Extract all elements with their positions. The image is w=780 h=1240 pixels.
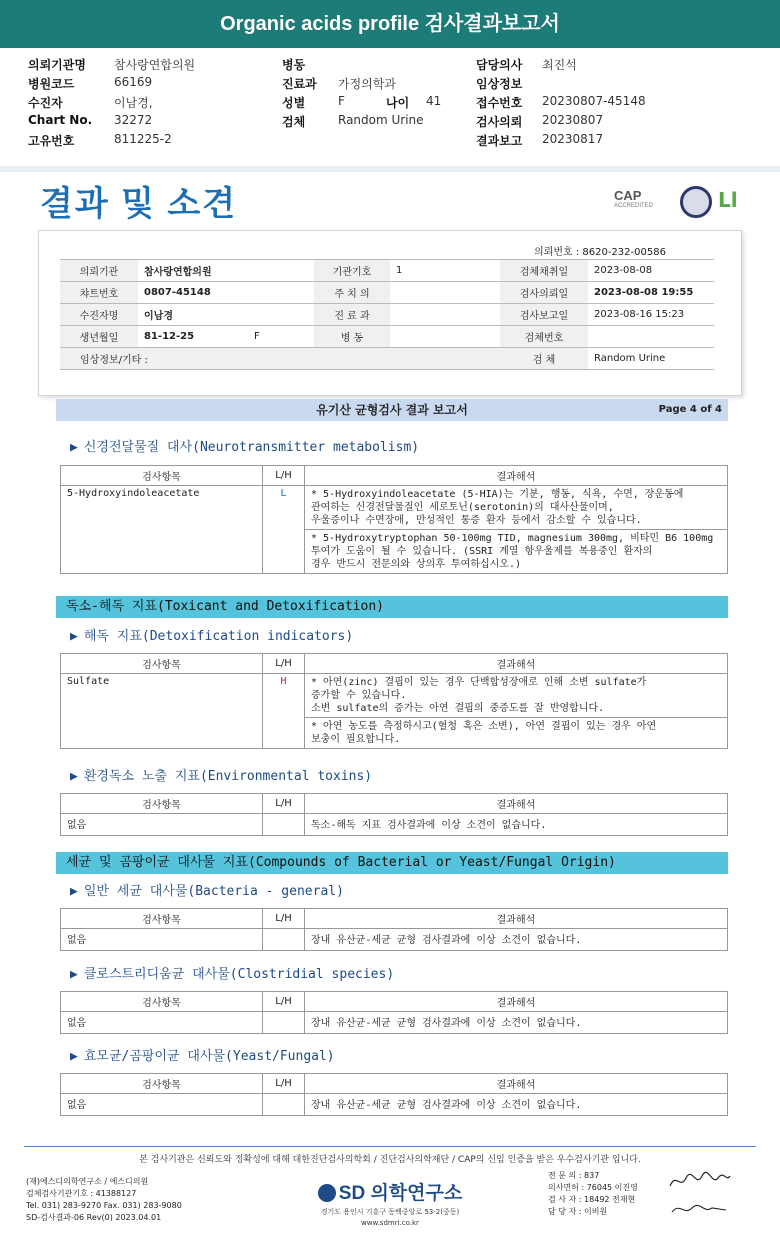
chart-no-value: 32272 [114, 113, 153, 127]
section-toxicant: 독소-해독 지표(Toxicant and Detoxification) [56, 596, 728, 618]
section-bacteria-general: ▶ 일반 세균 대사물(Bacteria - general) [70, 884, 344, 899]
section-clostridial: ▶ 클로스트리디움균 대사물(Clostridial species) [70, 967, 395, 982]
info-row: 생년월일 81-12-25 F 병 동 검체번호 [60, 326, 714, 348]
lh-flag: H [263, 674, 305, 749]
hospital-code-value: 66169 [114, 75, 153, 89]
hospital-code-label: 병원코드 [28, 77, 75, 91]
section-detox: ▶ 해독 지표(Detoxification indicators) [70, 629, 354, 644]
unique-no-value: 811225-2 [114, 132, 172, 146]
table-row: Sulfate H * 아연(zinc) 결핍이 있는 경우 단백합성장애로 인해 소변 sulfate가 증가할 수 있습니다. 소변 sulfate의 증가는 아연 결핍의 중증도를 잘 반영합니다. [61, 674, 728, 718]
footer-logo: SD 의학연구소 경기도 용인시 기흥구 동백중앙로 53-2(중동) www.sdmri.co.kr [300, 1178, 480, 1227]
age-value: 41 [426, 94, 442, 108]
chart-no-label: Chart No. [28, 113, 93, 127]
hospital-value: 참사랑연합의원 [114, 58, 196, 72]
results-table-env: 검사항목 L/H 결과해석 없음 독소-해독 지표 검사결과에 이상 소견이 없습니다. [60, 793, 728, 836]
results-table-detox: 검사항목 L/H 결과해석 Sulfate H * 아연(zinc) 결핍이 있는 경우 단백합성장애로 인해 소변 sulfate가 증가할 수 있습니다. 소변 sulfate의 증가는 아연 결핍의 중증도를 잘 반영합니다. * 아연 농도를 측정하시고(혈청 혹은 소변), 아연 결핍이 있는 경우 아연 보충이 필요합니다. [60, 653, 728, 749]
sex-label: 성별 [282, 96, 306, 110]
specimen-label: 검체 [282, 115, 306, 129]
hospital-label: 의뢰기관명 [28, 58, 86, 72]
report-date-label: 결과보고 [476, 134, 523, 148]
page-indicator: Page 4 of 4 [658, 404, 722, 415]
section-neuro: ▶ 신경전달물질 대사(Neurotransmitter metabolism) [70, 440, 420, 455]
info-table [60, 259, 714, 370]
results-table-bacteria: 검사항목 L/H 결과해석 없음 장내 유산균-세균 균형 검사결과에 이상 소견이 없습니다. [60, 908, 728, 951]
info-row: 임상정보/기타 : 검 체 Random Urine [60, 348, 714, 370]
info-row: 챠트번호 0807-45148 주 치 의 검사의뢰일 2023-08-08 19:55 [60, 282, 714, 304]
patient-value: 이남경, [114, 96, 153, 110]
table-row: 5-Hydroxyindoleacetate L * 5-Hydroxyindoleacetate (5-HIA)는 기분, 행동, 식욕, 수면, 장운동에 관여하는 신경전달물질인 세로토닌(serotonin)의 대사산물이며, 우울증이나 수면장애, 만성적인 통증 환자 등에서 감소할 수 있습니다. [61, 486, 728, 530]
page-title: 결과 및 소견 [40, 185, 238, 223]
section-yeast: ▶ 효모균/곰팡이균 대사물(Yeast/Fungal) [70, 1049, 335, 1064]
table-row: 없음 장내 유산균-세균 균형 검사결과에 이상 소견이 없습니다. [61, 929, 728, 951]
age-label: 나이 [386, 96, 410, 110]
signature-icon [666, 1198, 732, 1220]
table-row: * 아연 농도를 측정하시고(혈청 혹은 소변), 아연 결핍이 있는 경우 아연 보충이 필요합니다. [61, 718, 728, 749]
table-row: 없음 장내 유산균-세균 균형 검사결과에 이상 소견이 없습니다. [61, 1012, 728, 1034]
sex-value: F [338, 94, 345, 108]
accreditation-logos [614, 186, 744, 222]
results-table-yeast: 검사항목 L/H 결과해석 없음 장내 유산균-세균 균형 검사결과에 이상 소견이 없습니다. [60, 1073, 728, 1116]
info-row: 수진자명 이남경 진 료 과 검사보고일 2023-08-16 15:23 [60, 304, 714, 326]
report-title-bar: 유기산 균형검사 결과 보고서 Page 4 of 4 [56, 399, 728, 421]
signature-icon [666, 1170, 732, 1192]
department-value: 가정의학과 [338, 77, 396, 91]
report-banner: Organic acids profile 검사결과보고서 [0, 0, 780, 48]
specimen-value: Random Urine [338, 113, 424, 127]
section-bacterial: 세균 및 곰팡이균 대사물 지표(Compounds of Bacterial or Yeast/Fungal Origin) [56, 852, 728, 874]
footer-staff: 전 문 의 : 837 의사면허 : 76045 이진영 검 사 자 : 18492 전재현 담 당 자 : 이비원 [548, 1171, 638, 1216]
seal-icon [680, 186, 712, 218]
doctor-label: 담당의사 [476, 58, 523, 72]
report-date-value: 20230817 [542, 132, 604, 146]
table-row: 없음 장내 유산균-세균 균형 검사결과에 이상 소견이 없습니다. [61, 1094, 728, 1116]
request-date-value: 20230807 [542, 113, 604, 127]
cap-logo: CAP ACCREDITED [614, 188, 654, 209]
lh-flag: L [263, 486, 305, 574]
patient-label: 수진자 [28, 96, 63, 110]
department-label: 진료과 [282, 77, 317, 91]
table-row: 없음 독소-해독 지표 검사결과에 이상 소견이 없습니다. [61, 814, 728, 836]
footer-divider [24, 1146, 756, 1147]
results-table-neuro: 검사항목 L/H 결과해석 5-Hydroxyindoleacetate L * 5-Hydroxyindoleacetate (5-HIA)는 기분, 행동, 식욕, 수면, 장운동에 관여하는 신경전달물질인 세로토닌(serotonin)의 대사산물이며, 우울증이나 수면장애, 만성적인 통증 환자 등에서 감소할 수 있습니다. * 5-Hydroxytryptophan 50-100mg TID, magnesium 300mg, 비타민 B6 100mg 투여가 도움이 될 수 있습니다. (SSRI 계열 항우울제를 복용중인 환자의 경우 반드시 전문의와 상의후 투여하십시오.) [60, 465, 728, 574]
request-number: 의뢰번호 : 8620-232-00586 [534, 247, 666, 258]
sd-logo-icon [318, 1184, 336, 1202]
request-date-label: 검사의뢰 [476, 115, 523, 129]
info-row: 의뢰기관 참사랑연합의원 기관기호 1 검체채취일 2023-08-08 [60, 260, 714, 282]
unique-no-label: 고유번호 [28, 134, 75, 148]
accession-value: 20230807-45148 [542, 94, 646, 108]
divider [0, 166, 780, 172]
lab-logo: Ll [718, 188, 738, 212]
footer-note: 본 검사기관은 신뢰도와 정확성에 대해 대한진단검사의학회 / 진단검사의학재단 / CAP의 신임 인증을 받은 우수검사기관 입니다. [139, 1155, 641, 1165]
results-table-clostridial: 검사항목 L/H 결과해석 없음 장내 유산균-세균 균형 검사결과에 이상 소견이 없습니다. [60, 991, 728, 1034]
patient-header [28, 56, 768, 151]
ward-label: 병동 [282, 58, 306, 72]
accession-label: 접수번호 [476, 96, 523, 110]
footer-contact: (재)에스디의학연구소 / 에스디의원 검체검사기관기호 : 41388127 Tel. 031) 283-9270 Fax. 031) 283-9080 SD-검사결과-06 Rev(0) 2023.04.01 [26, 1177, 182, 1222]
section-env: ▶ 환경독소 노출 지표(Environmental toxins) [70, 769, 373, 784]
clinical-info-label: 임상정보 [476, 77, 523, 91]
doctor-value: 최진석 [542, 58, 577, 72]
table-row: * 5-Hydroxytryptophan 50-100mg TID, magnesium 300mg, 비타민 B6 100mg 투여가 도움이 될 수 있습니다. (SSRI 계열 항우울제를 복용중인 환자의 경우 반드시 전문의와 상의후 투여하십시오.) [61, 530, 728, 574]
